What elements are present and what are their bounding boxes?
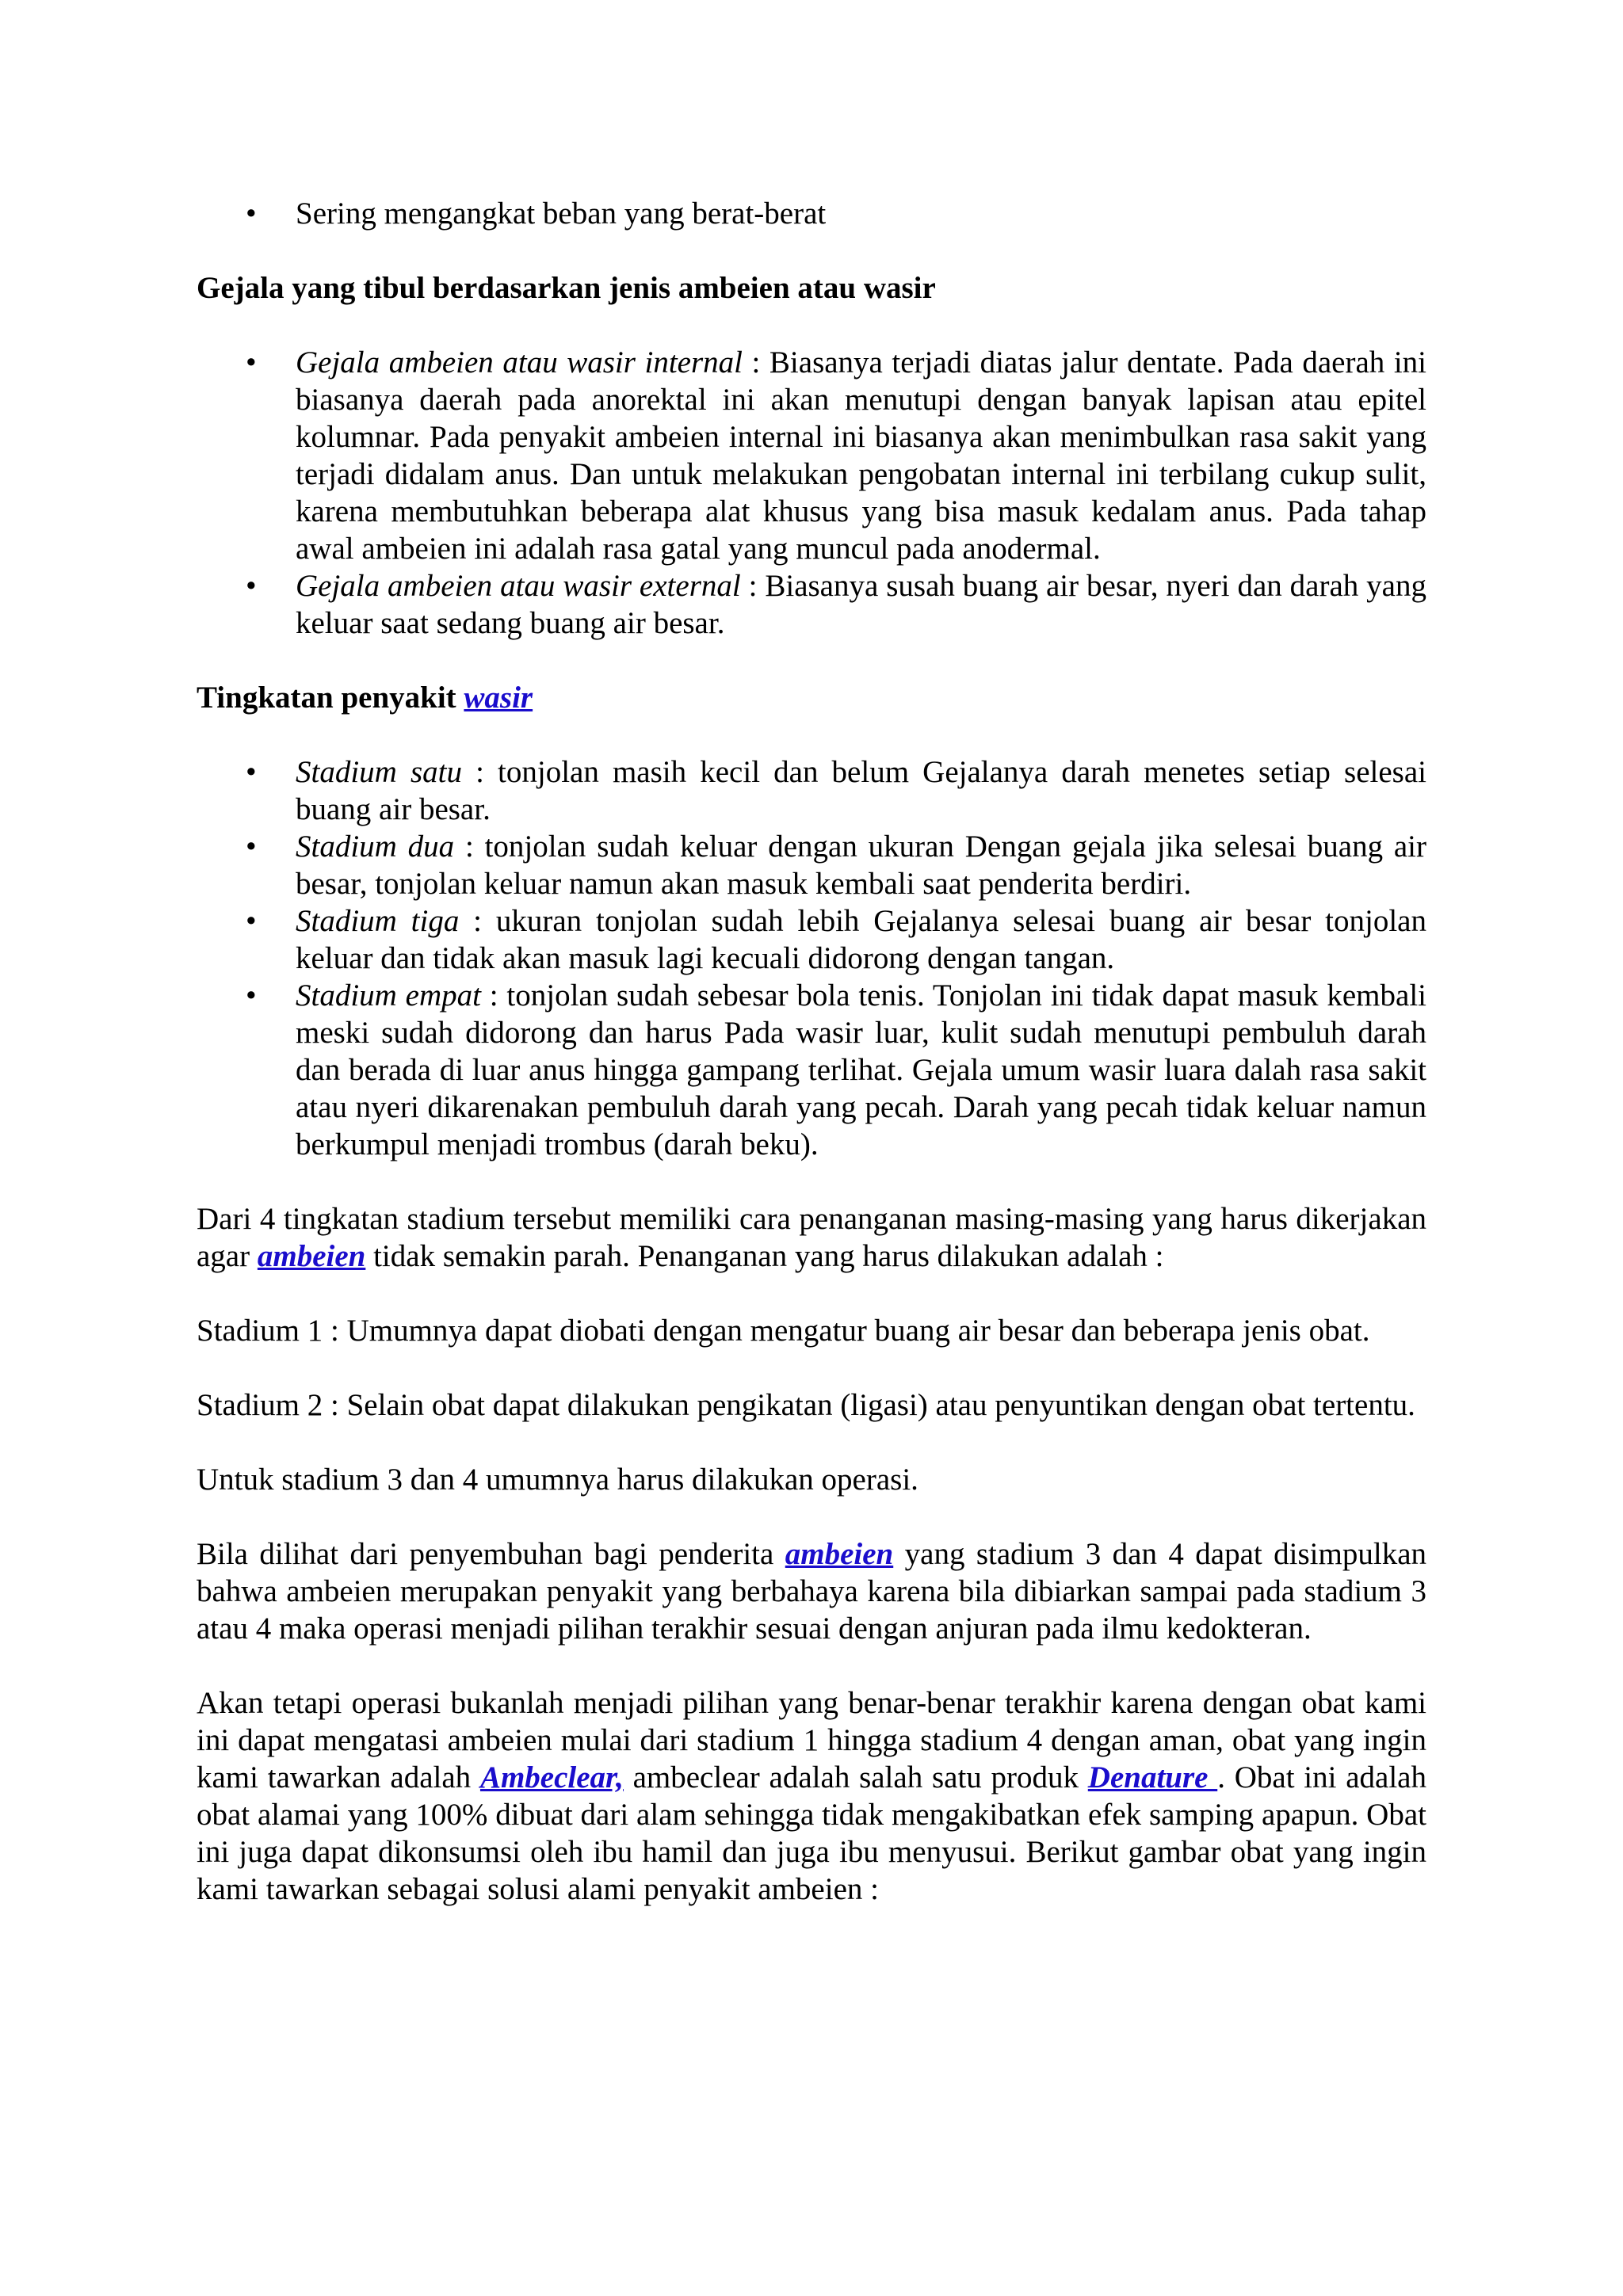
list-item-term: Stadium tiga bbox=[296, 904, 460, 938]
gejala-list bbox=[197, 344, 1426, 642]
list-item-term: Stadium empat bbox=[296, 978, 481, 1013]
paragraph-text: . Obat ini adalah obat alamai yang 100% dibuat dari alam sehingga tidak mengakibatkan efek samping apapun. Obat ini juga dapat dikonsumsi oleh ibu hamil dan juga ibu menyusui. Berikut gambar obat yang ingin kami tawarkan sebagai solusi alami penyakit ambeien : bbox=[197, 1760, 1426, 1906]
paragraph-stadium-3-4: Untuk stadium 3 dan 4 umumnya harus dilakukan operasi. bbox=[197, 1463, 918, 1497]
paragraph-penanganan bbox=[197, 1200, 1426, 1275]
list-item bbox=[197, 753, 1426, 828]
list-item bbox=[197, 902, 1426, 977]
list-item bbox=[197, 828, 1426, 902]
bullet-icon: • bbox=[246, 978, 257, 1013]
list-item-term: Gejala ambeien atau wasir external bbox=[296, 569, 741, 603]
list-item bbox=[197, 977, 1426, 1163]
bullet-icon: • bbox=[246, 569, 257, 603]
heading-tingkatan-text: Tingkatan penyakit bbox=[197, 681, 464, 715]
paragraph-text: tidak semakin parah. Penanganan yang harus dilakukan adalah : bbox=[365, 1239, 1164, 1273]
denature-link[interactable]: Denature bbox=[1087, 1760, 1218, 1794]
list-item-text: : ukuran tonjolan sudah lebih Gejalanya selesai buang air besar tonjolan keluar dan tidak akan masuk lagi kecuali didorong dengan tangan. bbox=[296, 904, 1426, 975]
list-item-term: Stadium satu bbox=[296, 755, 462, 789]
list-item-text: : Biasanya terjadi diatas jalur dentate. Pada daerah ini biasanya daerah pada anorektal ini akan menutupi dengan banyak lapisan atau epitel kolumnar. Pada penyakit ambeien internal ini biasanya akan menimbulkan rasa sakit yang terjadi didalam anus. Dan untuk melakukan pengobatan internal ini terbilang cukup sulit, karena membutuhkan beberapa alat khusus yang bisa masuk kedalam anus. Pada tahap awal ambeien ini adalah rasa gatal yang muncul pada anodermal. bbox=[296, 345, 1426, 566]
list-item-term: Stadium dua bbox=[296, 830, 455, 864]
heading-gejala: Gejala yang tibul berdasarkan jenis ambeien atau wasir bbox=[197, 271, 936, 305]
list-item bbox=[197, 344, 1426, 567]
heading-tingkatan bbox=[197, 679, 1426, 716]
paragraph-stadium-2: Stadium 2 : Selain obat dapat dilakukan pengikatan (ligasi) atau penyuntikan dengan obat tertentu. bbox=[197, 1388, 1415, 1422]
bullet-icon: • bbox=[246, 830, 257, 864]
list-item-term: Gejala ambeien atau wasir internal bbox=[296, 345, 743, 379]
list-item-text: : Biasanya susah buang air besar, nyeri dan darah yang keluar saat sedang buang air besar. bbox=[296, 569, 1426, 640]
bullet-icon: • bbox=[246, 345, 257, 379]
list-item-text: : tonjolan sudah sebesar bola tenis. Tonjolan ini tidak dapat masuk kembali meski sudah didorong dan harus Pada wasir luar, kulit sudah menutupi pembuluh darah dan berada di luar anus hingga gampang terlihat. Gejala umum wasir luara dalah rasa sakit atau nyeri dikarenakan pembuluh darah yang pecah. Darah yang pecah tidak keluar namun berkumpul menjadi trombus (darah beku). bbox=[296, 978, 1426, 1161]
document-body bbox=[197, 195, 1426, 1908]
paragraph-text: ambeclear adalah salah satu produk bbox=[623, 1760, 1088, 1794]
paragraph-text: Dari 4 tingkatan stadium tersebut memiliki cara penanganan masing-masing yang harus dikerjakan agar bbox=[197, 1202, 1426, 1273]
stadium-list bbox=[197, 753, 1426, 1163]
bullet-icon: • bbox=[246, 904, 257, 938]
paragraph-text: Bila dilihat dari penyembuhan bagi penderita bbox=[197, 1537, 785, 1571]
paragraph-penyembuhan bbox=[197, 1535, 1426, 1647]
causes-list bbox=[197, 195, 1426, 232]
paragraph-obat bbox=[197, 1684, 1426, 1908]
paragraph-text: yang stadium 3 dan 4 dapat disimpulkan bahwa ambeien merupakan penyakit yang berbahaya karena bila dibiarkan sampai pada stadium 3 atau 4 maka operasi menjadi pilihan terakhir sesuai dengan anjuran pada ilmu kedokteran. bbox=[197, 1537, 1427, 1646]
list-item bbox=[197, 195, 1426, 232]
list-item-text: : tonjolan sudah keluar dengan ukuran Dengan gejala jika selesai buang air besar, tonjolan keluar namun akan masuk kembali saat penderita berdiri. bbox=[296, 830, 1426, 901]
bullet-icon: • bbox=[246, 196, 257, 231]
wasir-link[interactable]: wasir bbox=[464, 681, 533, 715]
paragraph-text: Akan tetapi operasi bukanlah menjadi pilihan yang benar-benar terakhir karena dengan obat kami ini dapat mengatasi ambeien mulai dari stadium 1 hingga stadium 4 dengan aman, obat yang ingin kami tawarkan adalah bbox=[197, 1686, 1426, 1794]
paragraph-stadium-1: Stadium 1 : Umumnya dapat diobati dengan mengatur buang air besar dan beberapa jenis obat. bbox=[197, 1314, 1370, 1348]
list-item bbox=[197, 567, 1426, 642]
list-item-text: : tonjolan masih kecil dan belum Gejalanya darah menetes setiap selesai buang air besar. bbox=[296, 755, 1426, 826]
list-item-text: Sering mengangkat beban yang berat-berat bbox=[296, 196, 827, 231]
ambeien-link-2[interactable]: ambeien bbox=[785, 1537, 894, 1571]
ambeclear-link[interactable]: Ambeclear, bbox=[479, 1760, 624, 1794]
ambeien-link[interactable]: ambeien bbox=[257, 1239, 366, 1273]
bullet-icon: • bbox=[246, 755, 257, 789]
